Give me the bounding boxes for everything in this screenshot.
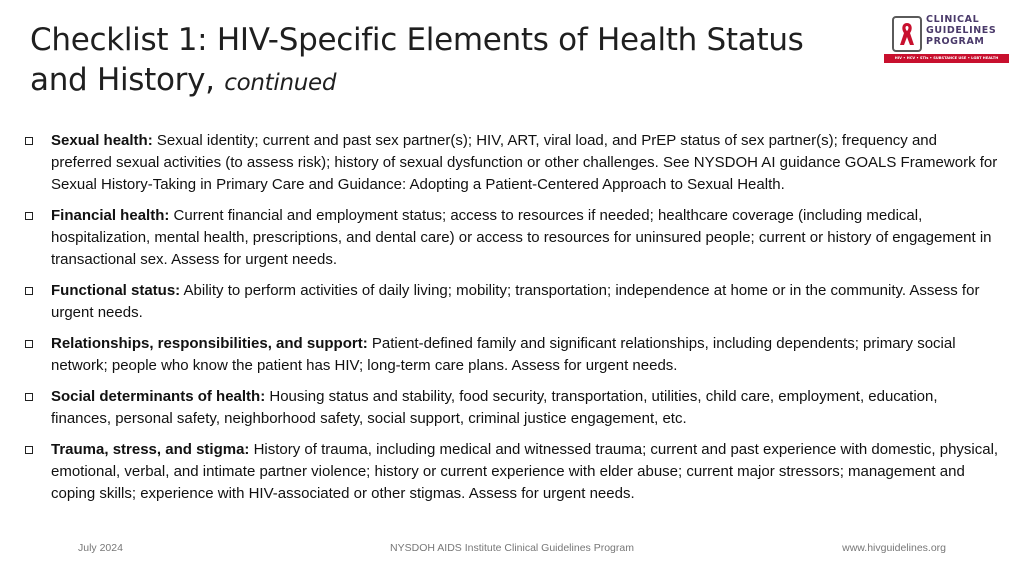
item-text: Current financial and employment status; access to resources if needed; healthcare coverage (including medical, hospitalization, mental health, prescriptions, and dental care) or access to resources for uninsured people; current or history of engagement in transactional sex. Assess for urgent needs. xyxy=(51,207,992,268)
checklist xyxy=(24,130,999,514)
item-text: History of trauma, including medical and witnessed trauma; current and past experience with domestic, physical, emotional, verbal, and intimate partner violence; history or current experience with elder abuse; current major stressors; management and coping skills; experience with HIV-associated or other stigmas. Assess for urgent needs. xyxy=(51,441,999,502)
item-heading: Functional status: xyxy=(51,282,181,299)
checkbox-icon xyxy=(25,287,33,295)
checkbox-icon xyxy=(25,446,33,454)
logo-line: GUIDELINES xyxy=(926,25,997,36)
logo-frame xyxy=(892,16,922,52)
item-text: Sexual identity; current and past sex partner(s); HIV, ART, viral load, and PrEP status of sex partner(s); frequency and preferred sexual activities (to assess risk); history of sexual dysfunction or other challenges. See NYSDOH AI guidance GOALS Framework for Sexual History-Taking in Primary Care and Guidance: Adopting a Patient-Centered Approach to Sexual Health. xyxy=(51,132,998,193)
checklist-item xyxy=(24,386,999,430)
item-heading: Sexual health: xyxy=(51,132,153,149)
footer-date: July 2024 xyxy=(78,542,123,554)
item-heading: Financial health: xyxy=(51,207,170,224)
checkbox-icon xyxy=(25,340,33,348)
checklist-item xyxy=(24,333,999,377)
program-logo xyxy=(884,12,1009,64)
item-heading: Relationships, responsibilities, and support: xyxy=(51,335,368,352)
checklist-item xyxy=(24,439,999,505)
checkbox-icon xyxy=(25,212,33,220)
checklist-item xyxy=(24,280,999,324)
checkbox-icon xyxy=(25,137,33,145)
title-main: Checklist 1: HIV-Specific Elements of Health Status and History, xyxy=(30,22,804,98)
item-text: Patient-defined family and significant relationships, including dependents; primary social network; people who know the patient has HIV; long-term care plans. Assess for urgent needs. xyxy=(51,335,956,374)
checklist-item xyxy=(24,205,999,271)
footer-program: NYSDOH AIDS Institute Clinical Guidelines Program xyxy=(390,542,634,554)
checklist-item xyxy=(24,130,999,196)
checkbox-icon xyxy=(25,393,33,401)
logo-line: CLINICAL xyxy=(926,14,980,25)
logo-tagline: HIV • HCV • STIs • SUBSTANCE USE • LGBT HEALTH xyxy=(884,54,1009,63)
item-text: Ability to perform activities of daily living; mobility; transportation; independence at home or in the community. Assess for urgent needs. xyxy=(51,282,980,321)
item-text: Housing status and stability, food security, transportation, utilities, child care, employment, education, finances, personal safety, neighborhood safety, social support, criminal justice engagement, etc. xyxy=(51,388,938,427)
logo-wordmark xyxy=(926,14,996,47)
item-heading: Social determinants of health: xyxy=(51,388,266,405)
awareness-ribbon-icon xyxy=(898,21,916,47)
item-heading: Trauma, stress, and stigma: xyxy=(51,441,250,458)
title-subtitle: continued xyxy=(224,70,337,96)
slide-title xyxy=(30,20,850,103)
logo-line: PROGRAM xyxy=(926,36,985,47)
footer-url[interactable]: www.hivguidelines.org xyxy=(842,542,946,554)
